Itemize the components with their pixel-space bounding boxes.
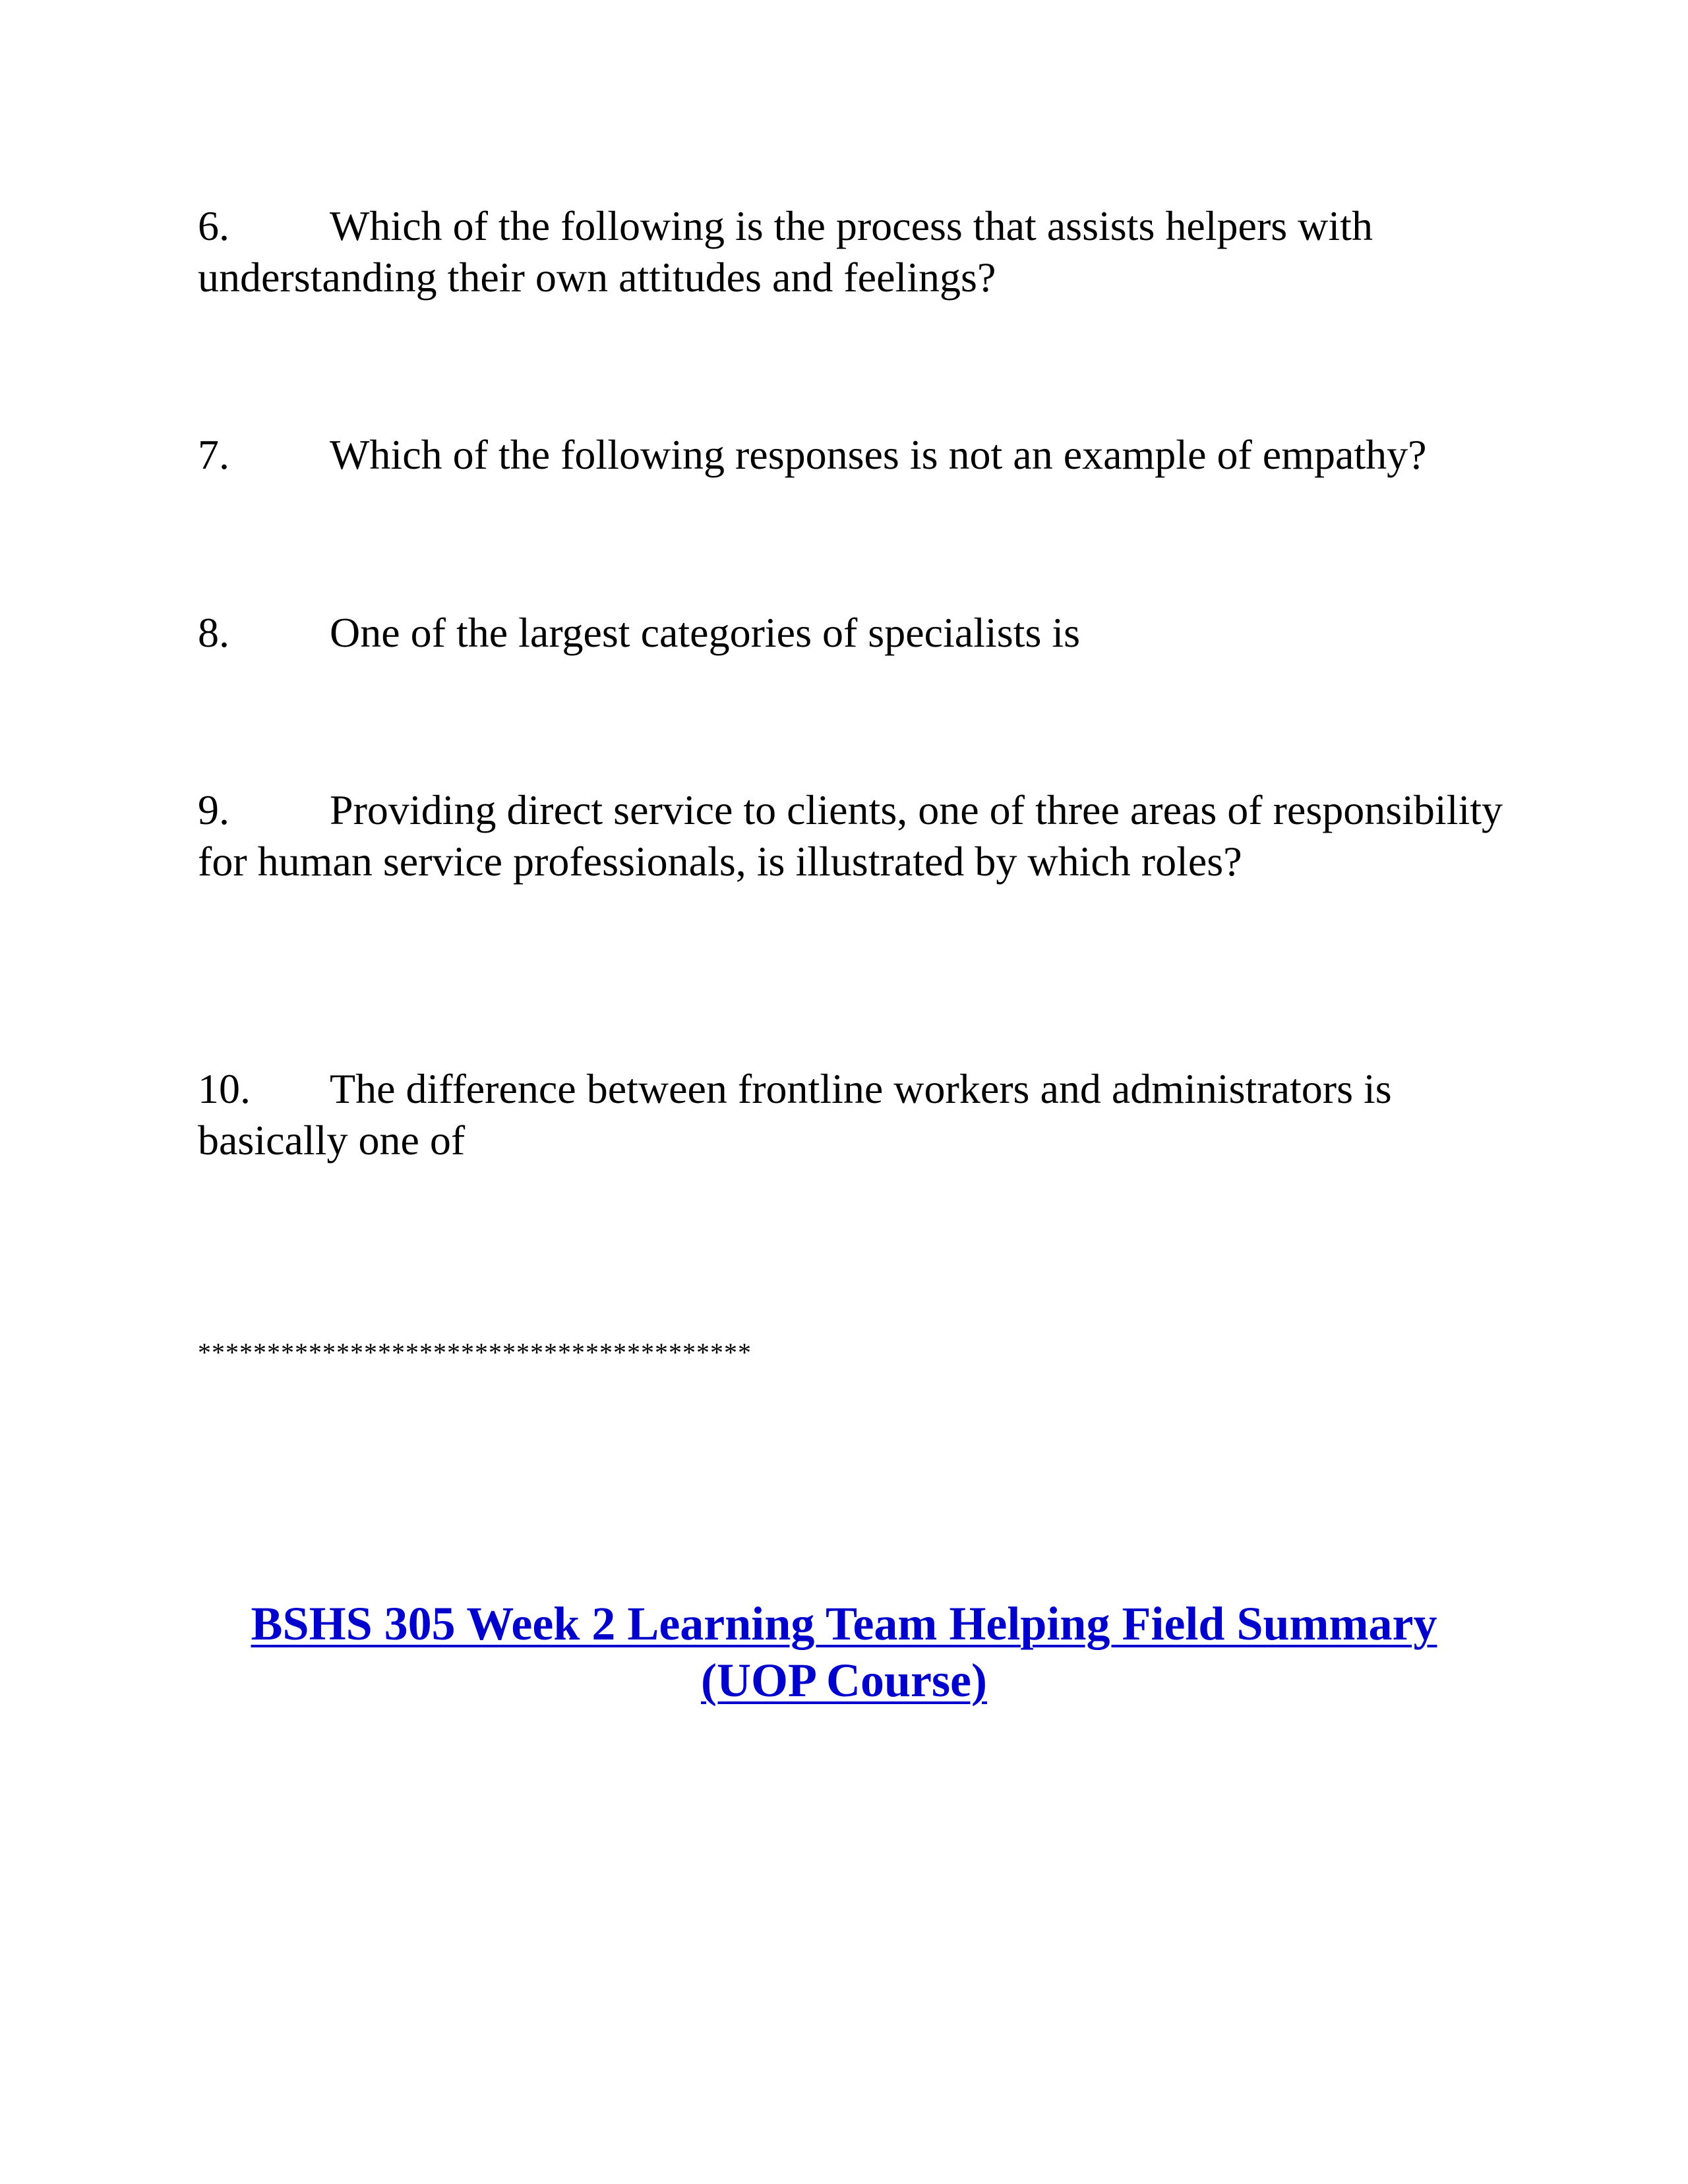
question-number: 7. xyxy=(198,431,229,478)
question-8 xyxy=(198,607,1503,659)
question-text: Providing direct service to clients, one of three areas of responsibility for human service professionals, is illustrated by which roles? xyxy=(198,786,1503,885)
question-6 xyxy=(198,200,1503,303)
question-9 xyxy=(198,784,1503,887)
question-text: Which of the following is the process that assists helpers with understanding their own attitudes and feelings? xyxy=(198,202,1373,301)
asterisk-separator: **************************************** xyxy=(198,1338,752,1367)
question-10 xyxy=(198,1063,1503,1166)
course-title-link[interactable]: BSHS 305 Week 2 Learning Team Helping Field Summary (UOP Course) xyxy=(251,1597,1437,1707)
question-number: 6. xyxy=(198,202,229,249)
question-text: Which of the following responses is not an example of empathy? xyxy=(330,431,1427,478)
question-number: 8. xyxy=(198,609,229,656)
question-7 xyxy=(198,429,1503,481)
question-number: 10. xyxy=(198,1065,251,1112)
question-text: The difference between frontline workers and administrators is basically one of xyxy=(198,1065,1392,1164)
question-text: One of the largest categories of specialists is xyxy=(330,609,1081,656)
question-number: 9. xyxy=(198,786,229,833)
